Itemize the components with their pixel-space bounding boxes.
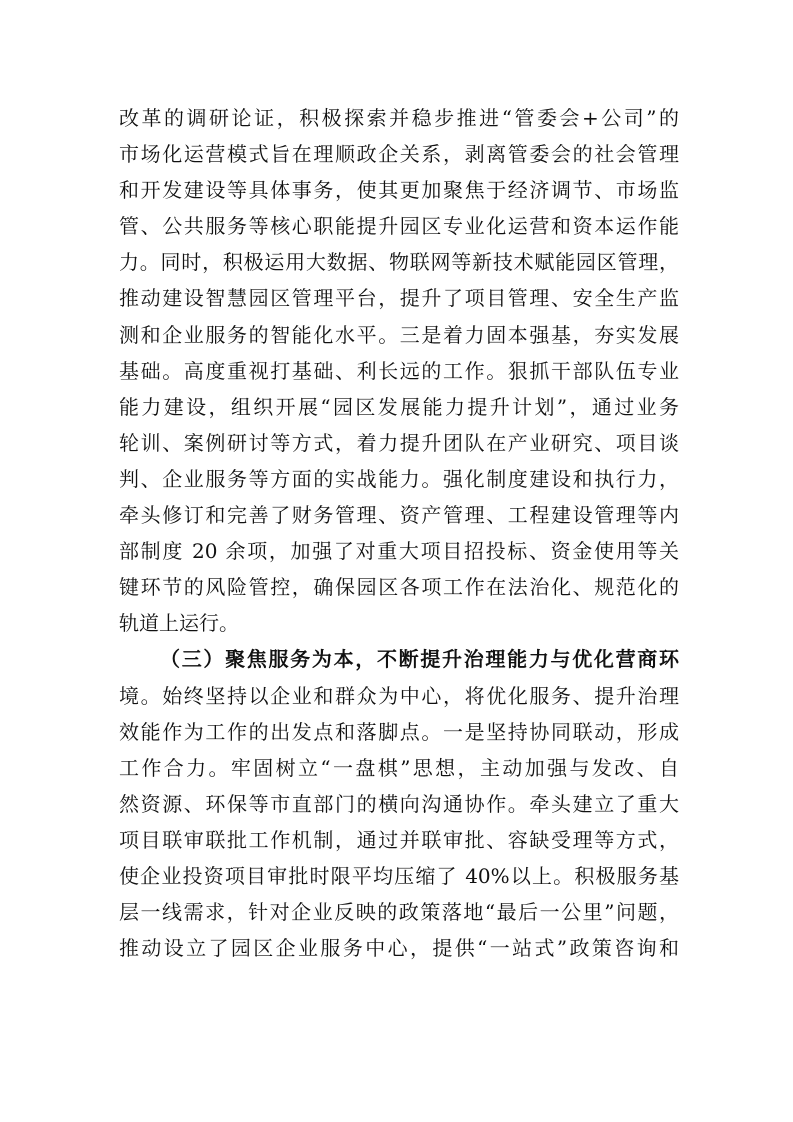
text-line: 能力建设，组织开展“园区发展能力提升计划”，通过业务 [119, 394, 679, 419]
text-line: 轨道上运行。 [119, 611, 239, 636]
paragraph-2 [119, 641, 679, 966]
text-line: 层一线需求，针对企业反映的政策落地“最后一公里”问题， [119, 900, 679, 925]
text-line: 判、企业服务等方面的实战能力。强化制度建设和执行力， [119, 466, 679, 491]
text-line: 力。同时，积极运用大数据、物联网等新技术赋能园区管理， [119, 250, 679, 275]
text-line: 改革的调研论证，积极探索并稳步推进“管委会+公司”的 [119, 106, 679, 130]
text-line: 部制度 20 余项，加强了对重大项目招投标、资金使用等关 [119, 539, 679, 564]
text-line: 项目联审联批工作机制，通过并联审批、容缺受理等方式， [119, 827, 679, 852]
document-body [119, 100, 679, 966]
text-line: 基础。高度重视打基础、利长远的工作。狠抓干部队伍专业 [119, 358, 679, 383]
text-line: 推动设立了园区企业服务中心，提供“一站式”政策咨询和 [119, 936, 679, 961]
text-line: 境。始终坚持以企业和群众为中心，将优化服务、提升治理 [119, 683, 679, 708]
text-line: 和开发建设等具体事务，使其更加聚焦于经济调节、市场监 [119, 178, 679, 203]
text-line: 然资源、环保等市直部门的横向沟通协作。牵头建立了重大 [119, 791, 679, 816]
section-heading: （三）聚焦服务为本，不断提升治理能力与优化营商环 [160, 647, 679, 672]
text-line: 牵头修订和完善了财务管理、资产管理、工程建设管理等内 [119, 503, 679, 528]
text-line: 推动建设智慧园区管理平台，提升了项目管理、安全生产监 [119, 286, 679, 311]
text-line: 轮训、案例研讨等方式，着力提升团队在产业研究、项目谈 [119, 430, 679, 455]
text-line: 效能作为工作的出发点和落脚点。一是坚持协同联动，形成 [119, 719, 679, 744]
paragraph-1 [119, 100, 679, 641]
text-line: 市场化运营模式旨在理顺政企关系，剥离管委会的社会管理 [119, 142, 679, 167]
text-line: 管、公共服务等核心职能提升园区专业化运营和资本运作能 [119, 214, 679, 239]
text-line: 工作合力。牢固树立“一盘棋”思想，主动加强与发改、自 [119, 755, 679, 780]
text-line: 测和企业服务的智能化水平。三是着力固本强基，夯实发展 [119, 322, 679, 347]
text-line: 键环节的风险管控，确保园区各项工作在法治化、规范化的 [119, 575, 679, 600]
text-line: 使企业投资项目审批时限平均压缩了 40%以上。积极服务基 [119, 863, 679, 888]
